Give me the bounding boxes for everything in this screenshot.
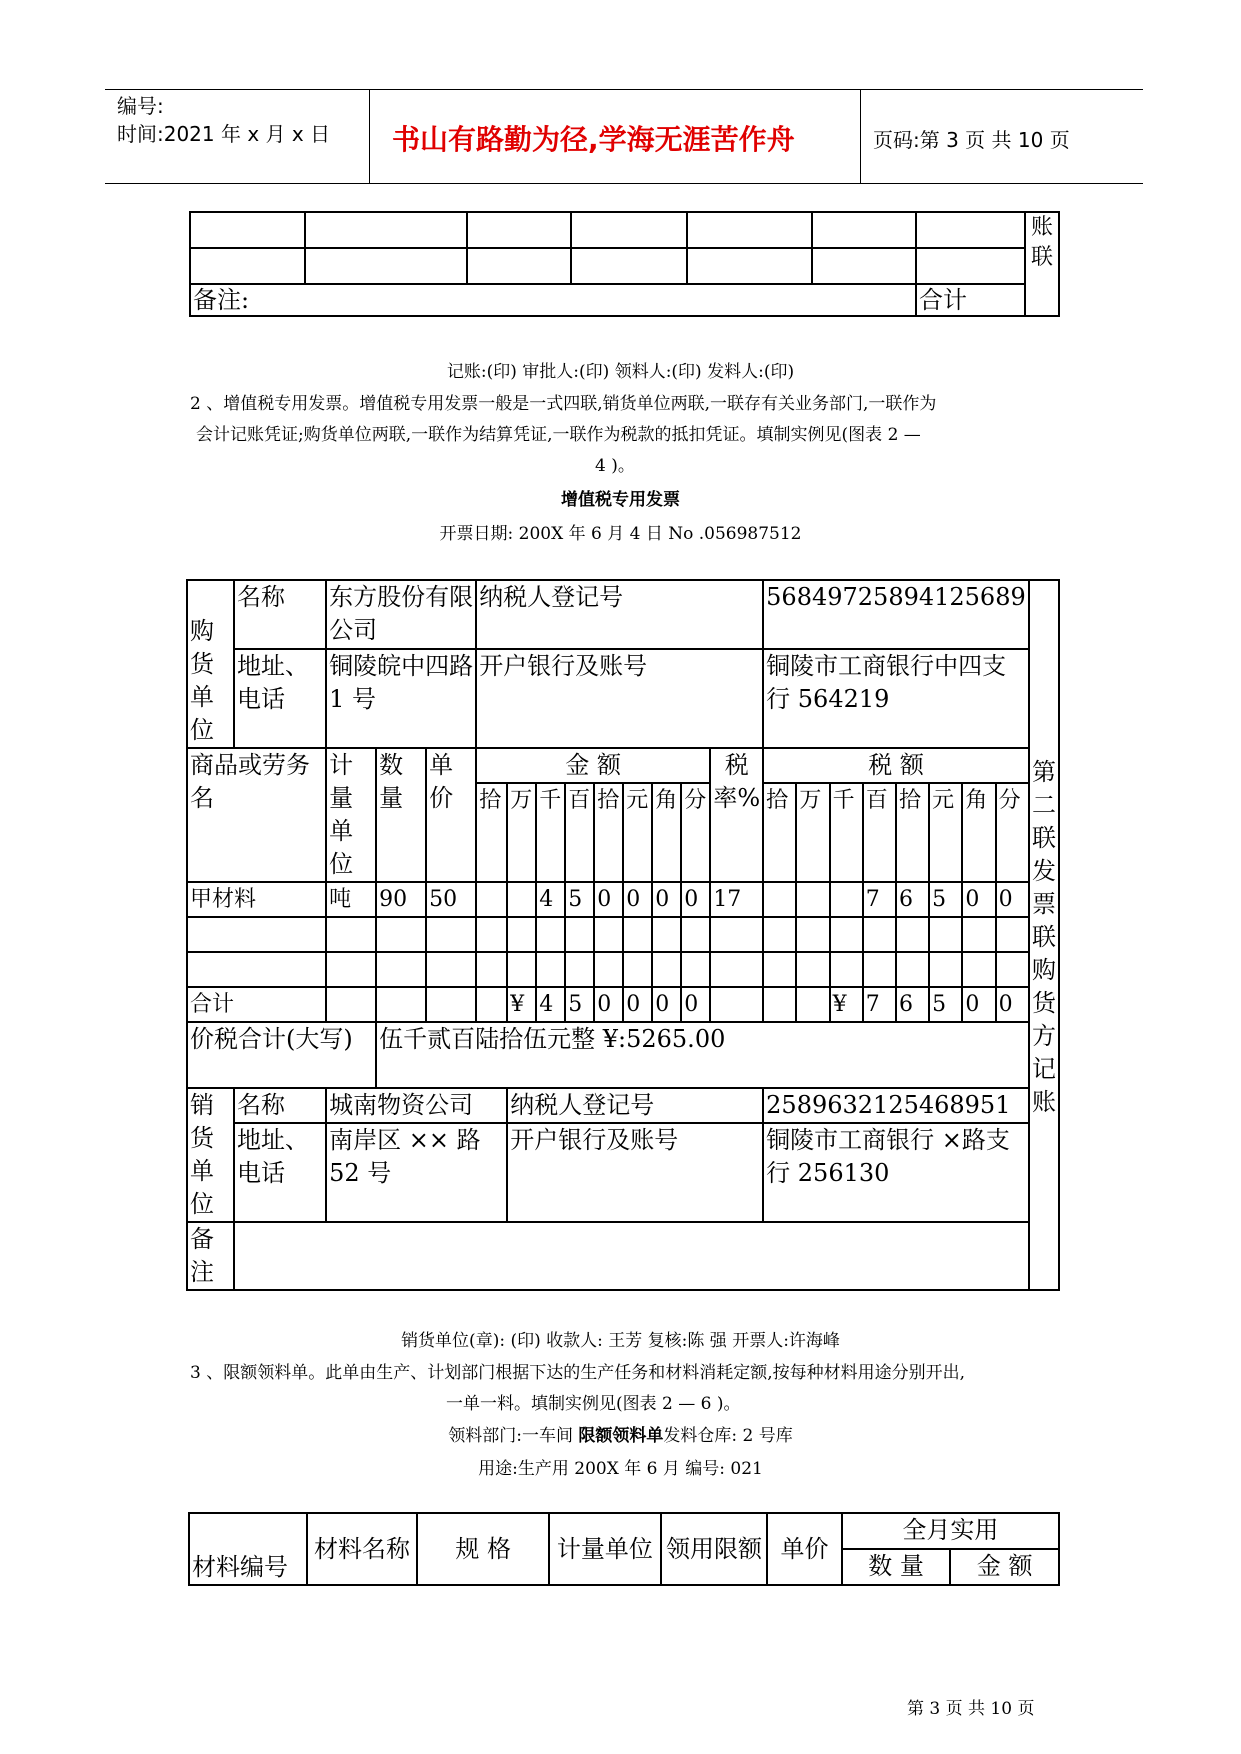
- amount-digit-header: 拾: [594, 783, 623, 882]
- limit-form-dept: 领料部门:一车间: [448, 1426, 579, 1446]
- page-footer: 第 3 页 共 10 页: [907, 1699, 1035, 1719]
- ledger-table-fragment: [189, 211, 1060, 317]
- header-top-rule: [105, 89, 1143, 90]
- tax-digit-header: 拾: [763, 783, 796, 882]
- col-material-no: 材料编号: [189, 1513, 307, 1585]
- doc-time-label: 时间:2021 年 x 月 x 日: [117, 122, 331, 146]
- item-amount-digit: [507, 882, 536, 917]
- buyer-section-label: 购货单位: [187, 580, 234, 748]
- item-tax-digit: 5: [929, 882, 962, 917]
- doc-number-label: 编号:: [117, 94, 164, 118]
- tax-digit-header: 千: [830, 783, 863, 882]
- col-spec: 规 格: [417, 1513, 549, 1585]
- total-tax-digit: [796, 987, 829, 1022]
- item-amount-digit: 0: [623, 882, 652, 917]
- item-tax-digit: [796, 882, 829, 917]
- price-tax-total-label: 价税合计(大写): [187, 1022, 376, 1088]
- total-label: 合计: [187, 987, 326, 1022]
- goods-header: 商品或劳务名: [187, 748, 326, 882]
- invoice-title: 增值税专用发票: [561, 490, 680, 510]
- total-tax-digit: [763, 987, 796, 1022]
- ledger-remark-label: 备注:: [190, 284, 916, 316]
- col-unit: 计量单位: [549, 1513, 661, 1585]
- buyer-taxpayer-no: 56849725894125689: [763, 580, 1029, 649]
- paragraph-2-line-1: 2 、增值税专用发票。增值税专用发票一般是一式四联,销货单位两联,一联存有关业务部门,一联作为: [190, 394, 937, 414]
- tax-rate-header: 税率%: [710, 748, 763, 882]
- tax-digit-header: 万: [796, 783, 829, 882]
- item-row: [187, 882, 1059, 917]
- total-amount-digit: ¥: [507, 987, 536, 1022]
- amount-digit-header: 角: [652, 783, 681, 882]
- buyer-bank-label: 开户银行及账号: [476, 649, 763, 748]
- buyer-address-label: 地址、电话: [234, 649, 326, 748]
- limit-form-dept-line: [0, 1421, 1241, 1452]
- amount-digit-header: 万: [507, 783, 536, 882]
- paragraph-3-line-1: 3 、限额领料单。此单由生产、计划部门根据下达的生产任务和材料消耗定额,按每种材料用途分别开出,: [190, 1363, 966, 1383]
- col-material-name: 材料名称: [307, 1513, 418, 1585]
- item-tax-digit: [830, 882, 863, 917]
- total-amount-digit: 0: [681, 987, 710, 1022]
- item-amount-digit: 0: [681, 882, 710, 917]
- price-header: 单价: [426, 748, 476, 882]
- item-tax-rate: 17: [710, 882, 763, 917]
- total-tax-digit: 0: [996, 987, 1029, 1022]
- item-amount-digit: 0: [652, 882, 681, 917]
- unit-header: 计量单位: [326, 748, 376, 882]
- limit-form-use-line: 用途:生产用 200X 年 6 月 编号: 021: [478, 1459, 763, 1479]
- seller-taxpayer-no: 2589632125468951: [763, 1088, 1029, 1123]
- item-name: 甲材料: [187, 882, 326, 917]
- item-amount-digit: [476, 882, 507, 917]
- buyer-address: 铜陵皖中四路 1 号: [326, 649, 476, 748]
- header-page-number: 页码:第 3 页 共 10 页: [873, 128, 1070, 152]
- header-motto: 书山有路勤为径,学海无涯苦作舟: [392, 123, 795, 156]
- tax-digit-header: 分: [996, 783, 1029, 882]
- total-amount-digit: 0: [652, 987, 681, 1022]
- amount-digit-header: 拾: [476, 783, 507, 882]
- empty-row: [187, 917, 1059, 952]
- tax-digit-header: 百: [863, 783, 896, 882]
- empty-row: [187, 952, 1059, 987]
- limit-form-title: 限额领料单: [578, 1426, 664, 1446]
- item-tax-digit: [763, 882, 796, 917]
- item-price: 50: [426, 882, 476, 917]
- item-tax-digit: 6: [896, 882, 929, 917]
- amount-digit-header: 千: [536, 783, 565, 882]
- paragraph-2-line-2: 会计记账凭证;购货单位两联,一联作为结算凭证,一联作为税款的抵扣凭证。填制实例见(图表 2 —: [196, 425, 921, 445]
- buyer-bank: 铜陵市工商银行中四支行 564219: [763, 649, 1029, 748]
- seller-section-label: 销货单位: [187, 1088, 234, 1222]
- item-qty: 90: [376, 882, 426, 917]
- item-unit: 吨: [326, 882, 376, 917]
- invoice-date-line: 开票日期: 200X 年 6 月 4 日 No .056987512: [439, 524, 802, 544]
- total-amount-digit: 5: [565, 987, 594, 1022]
- col-amount: 金 额: [950, 1549, 1059, 1585]
- buyer-taxpayer-label: 纳税人登记号: [476, 580, 763, 649]
- total-row: [187, 987, 1059, 1022]
- header-bottom-rule: [105, 183, 1143, 184]
- total-tax-digit: ¥: [830, 987, 863, 1022]
- paragraph-3-line-2: 一单一料。填制实例见(图表 2 — 6 )。: [446, 1394, 741, 1414]
- col-qty: 数 量: [842, 1549, 951, 1585]
- qty-header: 数量: [376, 748, 426, 882]
- total-amount-digit: 4: [536, 987, 565, 1022]
- item-amount-digit: 0: [594, 882, 623, 917]
- header-divider: [369, 89, 370, 184]
- remark-label: 备注: [187, 1222, 234, 1290]
- total-amount-digit: [476, 987, 507, 1022]
- total-amount-digit: 0: [594, 987, 623, 1022]
- total-tax-digit: 6: [896, 987, 929, 1022]
- seller-name: 城南物资公司: [326, 1088, 507, 1123]
- item-tax-digit: 0: [962, 882, 995, 917]
- col-actual: 全月实用: [842, 1513, 1059, 1549]
- amount-header: 金 额: [476, 748, 710, 783]
- col-limit: 领用限额: [661, 1513, 768, 1585]
- buyer-name-label: 名称: [234, 580, 326, 649]
- buyer-name: 东方股份有限公司: [326, 580, 476, 649]
- seller-name-label: 名称: [234, 1088, 326, 1123]
- item-tax-digit: 7: [863, 882, 896, 917]
- total-tax-digit: 0: [962, 987, 995, 1022]
- seller-bank: 铜陵市工商银行 ×路支行 256130: [763, 1123, 1029, 1222]
- tax-digit-header: 角: [962, 783, 995, 882]
- remark-value: [234, 1222, 1029, 1290]
- total-tax-digit: 7: [863, 987, 896, 1022]
- signatures-line-1: 记账:(印) 审批人:(印) 领料人:(印) 发料人:(印): [446, 362, 795, 382]
- header-info: [117, 92, 330, 148]
- total-tax-digit: 5: [929, 987, 962, 1022]
- tax-digit-header: 元: [929, 783, 962, 882]
- invoice-side-label: 第二联发票联购货方记账: [1029, 580, 1059, 1290]
- vat-invoice-table: [186, 579, 1060, 1291]
- ledger-side-label: 账联: [1025, 212, 1059, 316]
- limit-requisition-table: [188, 1512, 1060, 1586]
- ledger-total-label: 合计: [916, 284, 1025, 316]
- tax-amount-header: 税 额: [763, 748, 1029, 783]
- item-amount-digit: 5: [565, 882, 594, 917]
- header-divider: [860, 89, 861, 184]
- seller-bank-label: 开户银行及账号: [507, 1123, 763, 1222]
- col-price: 单价: [767, 1513, 841, 1585]
- signatures-line-2: 销货单位(章): (印) 收款人: 王芳 复核:陈 强 开票人:许海峰: [401, 1331, 840, 1351]
- tax-digit-header: 拾: [896, 783, 929, 882]
- price-tax-total-value: 伍千贰百陆拾伍元整 ¥:5265.00: [376, 1022, 1029, 1088]
- item-amount-digit: 4: [536, 882, 565, 917]
- paragraph-2-line-3: 4 )。: [595, 456, 635, 476]
- limit-form-warehouse: 发料仓库: 2 号库: [663, 1426, 793, 1446]
- seller-address: 南岸区 ×× 路 52 号: [326, 1123, 507, 1222]
- amount-digit-header: 分: [681, 783, 710, 882]
- seller-address-label: 地址、电话: [234, 1123, 326, 1222]
- seller-taxpayer-label: 纳税人登记号: [507, 1088, 763, 1123]
- amount-digit-header: 百: [565, 783, 594, 882]
- amount-digit-header: 元: [623, 783, 652, 882]
- total-amount-digit: 0: [623, 987, 652, 1022]
- item-tax-digit: 0: [996, 882, 1029, 917]
